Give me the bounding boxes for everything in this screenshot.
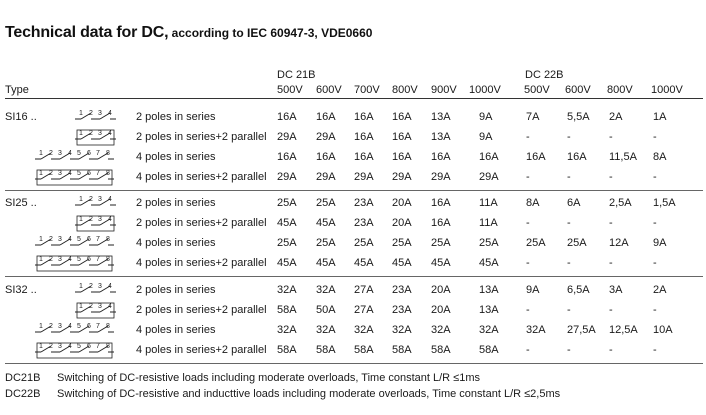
svg-text:5: 5	[77, 170, 81, 177]
cell-dc21b: 45A	[316, 257, 336, 269]
cell-dc21b: 16A	[392, 131, 412, 143]
cell-dc22b: -	[567, 217, 571, 229]
cell-dc22b: -	[567, 171, 571, 183]
cell-dc22b: 12,5A	[609, 324, 638, 336]
cell-dc22b: -	[653, 131, 657, 143]
svg-text:3: 3	[98, 196, 102, 203]
cell-dc22b: -	[567, 257, 571, 269]
svg-text:8: 8	[106, 323, 110, 330]
svg-text:5: 5	[77, 256, 81, 263]
svg-text:7: 7	[96, 323, 100, 330]
svg-text:3: 3	[98, 303, 102, 310]
row-label: 2 poles in series+2 parallel	[136, 304, 267, 316]
svg-text:6: 6	[87, 323, 91, 330]
cell-dc21b: 16A	[392, 151, 412, 163]
cell-dc22b: 9A	[653, 237, 667, 249]
legend-text: Switching of DC-resistive and inducttive loads including moderate overloads, Time constant L/R ≤2,5ms	[57, 388, 561, 400]
cell-dc21b: 20A	[392, 217, 412, 229]
cell-dc22b: -	[567, 131, 571, 143]
header-voltage-dc21b: 900V	[431, 84, 457, 96]
legend-code: DC22B	[5, 388, 41, 400]
cell-dc21b: 16A	[479, 151, 499, 163]
svg-text:3: 3	[98, 130, 102, 137]
svg-text:2: 2	[89, 130, 93, 137]
cell-dc21b: 29A	[277, 171, 297, 183]
svg-text:2: 2	[89, 303, 93, 310]
group-type-label: SI16 ..	[5, 111, 37, 123]
cell-dc22b: 11,5A	[609, 151, 637, 163]
title-main: Technical data for DC,	[5, 24, 169, 41]
svg-text:8: 8	[106, 343, 110, 350]
svg-text:1: 1	[79, 303, 83, 310]
cell-dc22b: -	[609, 171, 613, 183]
cell-dc22b: -	[653, 217, 657, 229]
cell-dc21b: 25A	[277, 197, 297, 209]
cell-dc22b: -	[526, 257, 530, 269]
svg-text:2: 2	[49, 343, 53, 350]
switch-diagram-4-series-parallel	[35, 341, 127, 364]
cell-dc21b: 25A	[392, 237, 412, 249]
row-label: 4 poles in series	[136, 324, 216, 336]
cell-dc22b: 5,5A	[567, 111, 590, 123]
cell-dc21b: 29A	[431, 171, 451, 183]
svg-text:7: 7	[96, 170, 100, 177]
svg-text:4: 4	[68, 343, 72, 350]
cell-dc22b: 10A	[653, 324, 673, 336]
cell-dc22b: -	[526, 344, 530, 356]
group-type-label: SI25 ..	[5, 197, 37, 209]
cell-dc21b: 23A	[354, 217, 374, 229]
cell-dc21b: 16A	[277, 151, 297, 163]
cell-dc21b: 16A	[277, 111, 297, 123]
row-label: 2 poles in series+2 parallel	[136, 131, 267, 143]
cell-dc21b: 25A	[354, 237, 374, 249]
svg-text:8: 8	[106, 236, 110, 243]
cell-dc21b: 9A	[479, 131, 493, 143]
cell-dc21b: 20A	[431, 304, 451, 316]
cell-dc21b: 9A	[479, 111, 493, 123]
svg-text:3: 3	[58, 343, 62, 350]
cell-dc22b: 7A	[526, 111, 540, 123]
svg-text:2: 2	[49, 170, 53, 177]
cell-dc21b: 16A	[431, 217, 451, 229]
row-label: 2 poles in series	[136, 111, 216, 123]
cell-dc21b: 32A	[392, 324, 412, 336]
svg-text:1: 1	[39, 343, 43, 350]
switch-diagram-4-series-parallel	[35, 168, 127, 191]
cell-dc22b: 27,5A	[567, 324, 596, 336]
svg-text:3: 3	[58, 170, 62, 177]
cell-dc21b: 23A	[354, 197, 374, 209]
cell-dc21b: 58A	[277, 304, 297, 316]
svg-text:4: 4	[108, 216, 112, 223]
svg-text:5: 5	[77, 323, 81, 330]
svg-text:3: 3	[58, 150, 62, 157]
cell-dc21b: 25A	[277, 237, 297, 249]
row-label: 2 poles in series	[136, 197, 216, 209]
cell-dc21b: 45A	[277, 257, 297, 269]
header-voltage-dc21b: 600V	[316, 84, 342, 96]
svg-text:4: 4	[68, 150, 72, 157]
legend-text: Switching of DC-resistive loads including moderate overloads, Time constant L/R ≤1ms	[57, 372, 481, 384]
switch-diagram-4-series-parallel	[35, 254, 127, 277]
svg-text:4: 4	[108, 196, 112, 203]
svg-text:7: 7	[96, 236, 100, 243]
svg-text:4: 4	[108, 130, 112, 137]
cell-dc21b: 20A	[431, 284, 451, 296]
cell-dc22b: 6A	[567, 197, 581, 209]
svg-text:2: 2	[89, 110, 93, 117]
svg-text:1: 1	[39, 150, 43, 157]
cell-dc22b: 32A	[526, 324, 546, 336]
cell-dc22b: 16A	[567, 151, 587, 163]
cell-dc21b: 13A	[431, 111, 451, 123]
cell-dc21b: 45A	[431, 257, 451, 269]
cell-dc21b: 45A	[354, 257, 374, 269]
cell-dc21b: 50A	[316, 304, 336, 316]
cell-dc22b: 1A	[653, 111, 667, 123]
cell-dc21b: 23A	[392, 284, 412, 296]
header-voltage-dc21b: 1000V	[469, 84, 501, 96]
svg-text:1: 1	[39, 256, 43, 263]
svg-text:5: 5	[77, 150, 81, 157]
group-divider	[5, 190, 703, 191]
svg-text:6: 6	[87, 343, 91, 350]
svg-text:4: 4	[68, 256, 72, 263]
row-label: 2 poles in series	[136, 284, 216, 296]
svg-text:4: 4	[68, 323, 72, 330]
cell-dc21b: 29A	[277, 131, 297, 143]
row-label: 4 poles in series+2 parallel	[136, 171, 267, 183]
cell-dc21b: 16A	[354, 111, 374, 123]
cell-dc22b: -	[653, 171, 657, 183]
cell-dc22b: -	[567, 304, 571, 316]
row-label: 2 poles in series+2 parallel	[136, 217, 267, 229]
cell-dc21b: 58A	[431, 344, 451, 356]
cell-dc22b: -	[653, 257, 657, 269]
cell-dc21b: 32A	[316, 284, 336, 296]
cell-dc22b: -	[609, 131, 613, 143]
cell-dc22b: 2A	[653, 284, 667, 296]
row-label: 4 poles in series	[136, 237, 216, 249]
cell-dc21b: 58A	[316, 344, 336, 356]
cell-dc21b: 20A	[392, 197, 412, 209]
header-voltage-dc22b: 800V	[607, 84, 633, 96]
svg-text:3: 3	[58, 236, 62, 243]
cell-dc21b: 16A	[354, 131, 374, 143]
cell-dc21b: 58A	[277, 344, 297, 356]
cell-dc21b: 32A	[277, 324, 297, 336]
header-group-dc21b: DC 21B	[277, 69, 316, 81]
cell-dc22b: -	[526, 217, 530, 229]
svg-text:1: 1	[79, 110, 83, 117]
group-divider	[5, 276, 703, 277]
svg-text:8: 8	[106, 170, 110, 177]
group-divider	[5, 363, 703, 364]
svg-text:4: 4	[108, 303, 112, 310]
svg-text:5: 5	[77, 343, 81, 350]
cell-dc21b: 45A	[316, 217, 336, 229]
header-group-dc22b: DC 22B	[525, 69, 564, 81]
svg-text:1: 1	[79, 130, 83, 137]
svg-text:3: 3	[98, 110, 102, 117]
cell-dc21b: 11A	[479, 217, 498, 229]
page-title	[5, 24, 372, 42]
cell-dc22b: 9A	[526, 284, 540, 296]
svg-text:7: 7	[96, 256, 100, 263]
svg-text:2: 2	[49, 236, 53, 243]
svg-text:6: 6	[87, 170, 91, 177]
svg-text:6: 6	[87, 256, 91, 263]
cell-dc21b: 23A	[392, 304, 412, 316]
cell-dc21b: 25A	[479, 237, 499, 249]
cell-dc22b: 12A	[609, 237, 629, 249]
cell-dc21b: 32A	[479, 324, 499, 336]
cell-dc21b: 45A	[392, 257, 412, 269]
svg-text:1: 1	[39, 170, 43, 177]
svg-text:5: 5	[77, 236, 81, 243]
header-divider	[5, 98, 703, 99]
cell-dc21b: 25A	[431, 237, 451, 249]
cell-dc21b: 16A	[392, 111, 412, 123]
svg-text:7: 7	[96, 150, 100, 157]
svg-text:4: 4	[108, 283, 112, 290]
cell-dc21b: 58A	[479, 344, 499, 356]
cell-dc22b: 1,5A	[653, 197, 676, 209]
cell-dc22b: -	[526, 131, 530, 143]
cell-dc22b: -	[609, 304, 613, 316]
cell-dc22b: 25A	[526, 237, 546, 249]
svg-text:3: 3	[98, 283, 102, 290]
cell-dc21b: 45A	[479, 257, 499, 269]
cell-dc22b: 8A	[653, 151, 667, 163]
svg-text:2: 2	[89, 196, 93, 203]
svg-text:1: 1	[39, 236, 43, 243]
svg-text:2: 2	[49, 150, 53, 157]
cell-dc22b: -	[653, 304, 657, 316]
cell-dc22b: 2A	[609, 111, 623, 123]
cell-dc21b: 58A	[354, 344, 374, 356]
cell-dc22b: -	[653, 344, 657, 356]
cell-dc22b: -	[609, 217, 613, 229]
svg-text:4: 4	[68, 170, 72, 177]
cell-dc21b: 13A	[431, 131, 451, 143]
header-type: Type	[5, 84, 29, 96]
legend-code: DC21B	[5, 372, 41, 384]
cell-dc22b: 16A	[526, 151, 546, 163]
title-sub: according to IEC 60947-3, VDE0660	[168, 26, 373, 40]
svg-text:3: 3	[98, 216, 102, 223]
row-label: 4 poles in series+2 parallel	[136, 344, 267, 356]
svg-text:2: 2	[89, 216, 93, 223]
cell-dc21b: 16A	[316, 151, 336, 163]
cell-dc21b: 16A	[354, 151, 374, 163]
header-voltage-dc22b: 500V	[524, 84, 550, 96]
cell-dc22b: 25A	[567, 237, 587, 249]
svg-text:2: 2	[49, 323, 53, 330]
row-label: 4 poles in series	[136, 151, 216, 163]
svg-text:4: 4	[68, 236, 72, 243]
cell-dc21b: 29A	[316, 131, 336, 143]
cell-dc21b: 27A	[354, 284, 374, 296]
cell-dc21b: 13A	[479, 284, 499, 296]
cell-dc21b: 16A	[431, 197, 451, 209]
cell-dc22b: 8A	[526, 197, 540, 209]
svg-text:1: 1	[79, 196, 83, 203]
svg-text:1: 1	[79, 216, 83, 223]
cell-dc21b: 29A	[392, 171, 412, 183]
header-voltage-dc21b: 500V	[277, 84, 303, 96]
cell-dc22b: 2,5A	[609, 197, 632, 209]
svg-text:2: 2	[49, 256, 53, 263]
svg-text:1: 1	[79, 283, 83, 290]
cell-dc21b: 32A	[354, 324, 374, 336]
svg-text:4: 4	[108, 110, 112, 117]
cell-dc22b: -	[609, 257, 613, 269]
svg-text:3: 3	[58, 323, 62, 330]
svg-text:1: 1	[39, 323, 43, 330]
row-label: 4 poles in series+2 parallel	[136, 257, 267, 269]
header-voltage-dc22b: 1000V	[651, 84, 683, 96]
cell-dc21b: 11A	[479, 197, 498, 209]
cell-dc21b: 45A	[277, 217, 297, 229]
cell-dc21b: 16A	[316, 111, 336, 123]
header-voltage-dc21b: 700V	[354, 84, 380, 96]
svg-text:2: 2	[89, 283, 93, 290]
cell-dc21b: 29A	[354, 171, 374, 183]
cell-dc22b: 6,5A	[567, 284, 590, 296]
cell-dc21b: 29A	[479, 171, 499, 183]
cell-dc21b: 25A	[316, 237, 336, 249]
svg-text:6: 6	[87, 236, 91, 243]
svg-text:8: 8	[106, 150, 110, 157]
header-voltage-dc22b: 600V	[565, 84, 591, 96]
svg-text:6: 6	[87, 150, 91, 157]
cell-dc21b: 13A	[479, 304, 499, 316]
cell-dc22b: -	[609, 344, 613, 356]
cell-dc22b: 3A	[609, 284, 623, 296]
cell-dc21b: 25A	[316, 197, 336, 209]
cell-dc21b: 32A	[316, 324, 336, 336]
svg-text:7: 7	[96, 343, 100, 350]
cell-dc21b: 32A	[431, 324, 451, 336]
cell-dc21b: 16A	[431, 151, 451, 163]
cell-dc21b: 29A	[316, 171, 336, 183]
cell-dc21b: 27A	[354, 304, 374, 316]
group-type-label: SI32 ..	[5, 284, 37, 296]
cell-dc22b: -	[567, 344, 571, 356]
cell-dc22b: -	[526, 171, 530, 183]
cell-dc22b: -	[526, 304, 530, 316]
svg-text:8: 8	[106, 256, 110, 263]
cell-dc21b: 32A	[277, 284, 297, 296]
svg-text:3: 3	[58, 256, 62, 263]
cell-dc21b: 58A	[392, 344, 412, 356]
header-voltage-dc21b: 800V	[392, 84, 418, 96]
